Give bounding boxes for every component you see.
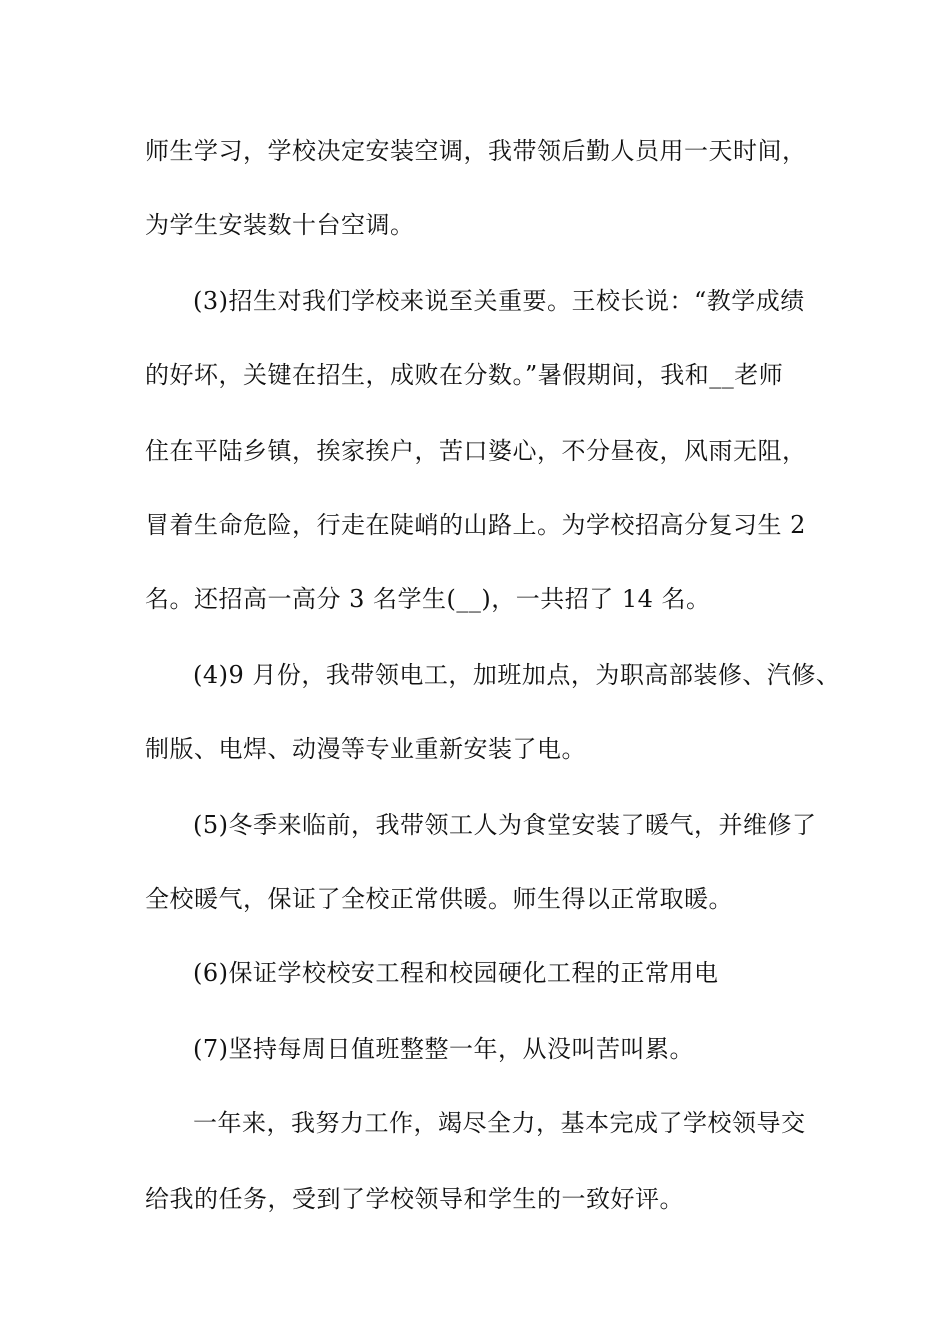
text-line: 冒着生命危险，行走在陡峭的山路上。为学校招高分复习生 2 — [145, 511, 806, 539]
text-line: (5)冬季来临前，我带领工人为食堂安装了暖气，并维修了 — [193, 811, 817, 839]
text-line: 全校暖气，保证了全校正常供暖。师生得以正常取暖。 — [145, 885, 733, 913]
text-line: 给我的任务，受到了学校领导和学生的一致好评。 — [145, 1185, 684, 1213]
text-line: 为学生安装数十台空调。 — [145, 211, 415, 239]
text-line: (7)坚持每周日值班整整一年，从没叫苦叫累。 — [193, 1035, 694, 1063]
text-line: 名。还招高一高分 3 名学生(__)，一共招了 14 名。 — [145, 585, 711, 613]
text-line: 制版、电焊、动漫等专业重新安装了电。 — [145, 735, 586, 763]
text-line: 住在平陆乡镇，挨家挨户，苦口婆心，不分昼夜，风雨无阻， — [145, 437, 807, 465]
text-line: 一年来，我努力工作，竭尽全力，基本完成了学校领导交 — [193, 1109, 806, 1137]
text-line: (4)9 月份，我带领电工，加班加点，为职高部装修、汽修、 — [193, 661, 841, 689]
text-line: (3)招生对我们学校来说至关重要。王校长说：“教学成绩 — [193, 287, 805, 315]
text-line: (6)保证学校校安工程和校园硬化工程的正常用电 — [193, 959, 719, 987]
text-line: 师生学习，学校决定安装空调，我带领后勤人员用一天时间， — [145, 137, 807, 165]
text-line: 的好坏，关键在招生，成败在分数。”暑假期间，我和__老师 — [145, 361, 784, 389]
